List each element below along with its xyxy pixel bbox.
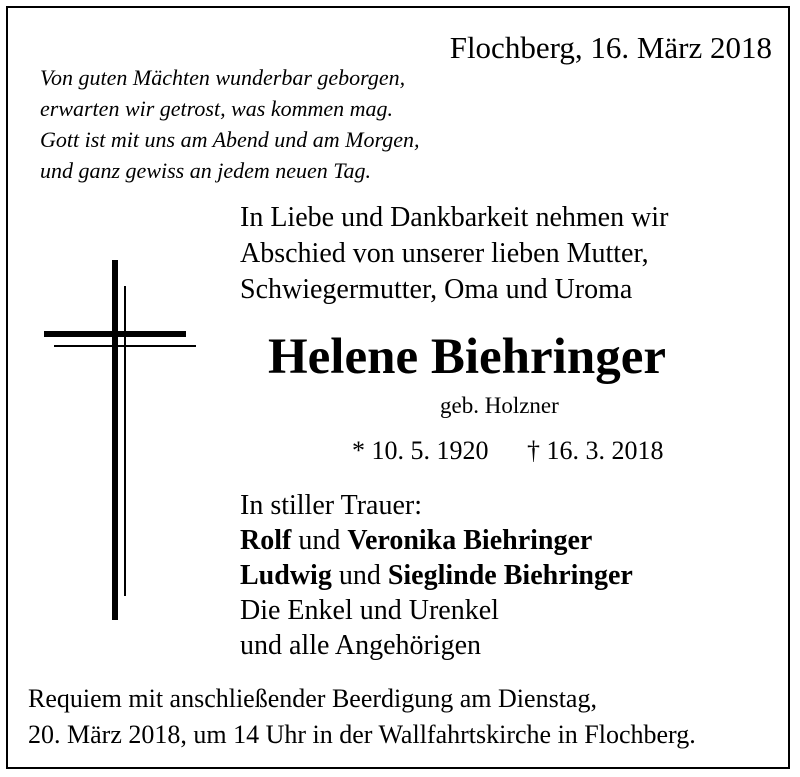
funeral-info-line: Requiem mit anschließender Beerdigung am Dienstag, <box>28 684 597 713</box>
death-date: † 16. 3. 2018 <box>527 436 664 465</box>
cross-icon <box>40 258 200 620</box>
mourner-couple <box>240 558 633 593</box>
mourner-second: Sieglinde Biehringer <box>387 560 633 591</box>
mourner-couple <box>240 523 633 558</box>
mourners <box>240 488 633 663</box>
mourner-first: Rolf <box>240 525 292 556</box>
poem-line: Gott ist mit uns am Abend und am Morgen, <box>40 127 420 152</box>
intro-line: In Liebe und Dankbarkeit nehmen wir <box>240 202 669 233</box>
poem-line: Von guten Mächten wunderbar geborgen, <box>40 65 406 90</box>
mourner-connector: und <box>291 525 348 556</box>
mourner-line: und alle Angehörigen <box>240 630 482 661</box>
mourner-connector: und <box>331 560 388 591</box>
poem-line: erwarten wir getrost, was kommen mag. <box>40 96 394 121</box>
intro-line: Abschied von unserer lieben Mutter, <box>240 238 649 269</box>
birth-date: * 10. 5. 1920 <box>352 436 489 465</box>
intro-text <box>240 200 668 308</box>
intro-line: Schwiegermutter, Oma und Uroma <box>240 274 633 305</box>
place-date: Flochberg, 16. März 2018 <box>449 30 772 65</box>
mourner-line: Die Enkel und Urenkel <box>240 595 499 626</box>
deceased-name: Helene Biehringer <box>268 329 666 385</box>
maiden-name: geb. Holzner <box>440 393 559 418</box>
mourner-second: Veronika Biehringer <box>347 525 593 556</box>
poem-line: und ganz gewiss an jedem neuen Tag. <box>40 158 372 183</box>
mourner-first: Ludwig <box>240 560 332 591</box>
funeral-info <box>28 681 696 753</box>
funeral-info-line: 20. März 2018, um 14 Uhr in der Wallfahrtskirche in Flochberg. <box>28 720 696 749</box>
poem <box>40 62 420 186</box>
mourners-heading: In stiller Trauer: <box>240 490 422 521</box>
